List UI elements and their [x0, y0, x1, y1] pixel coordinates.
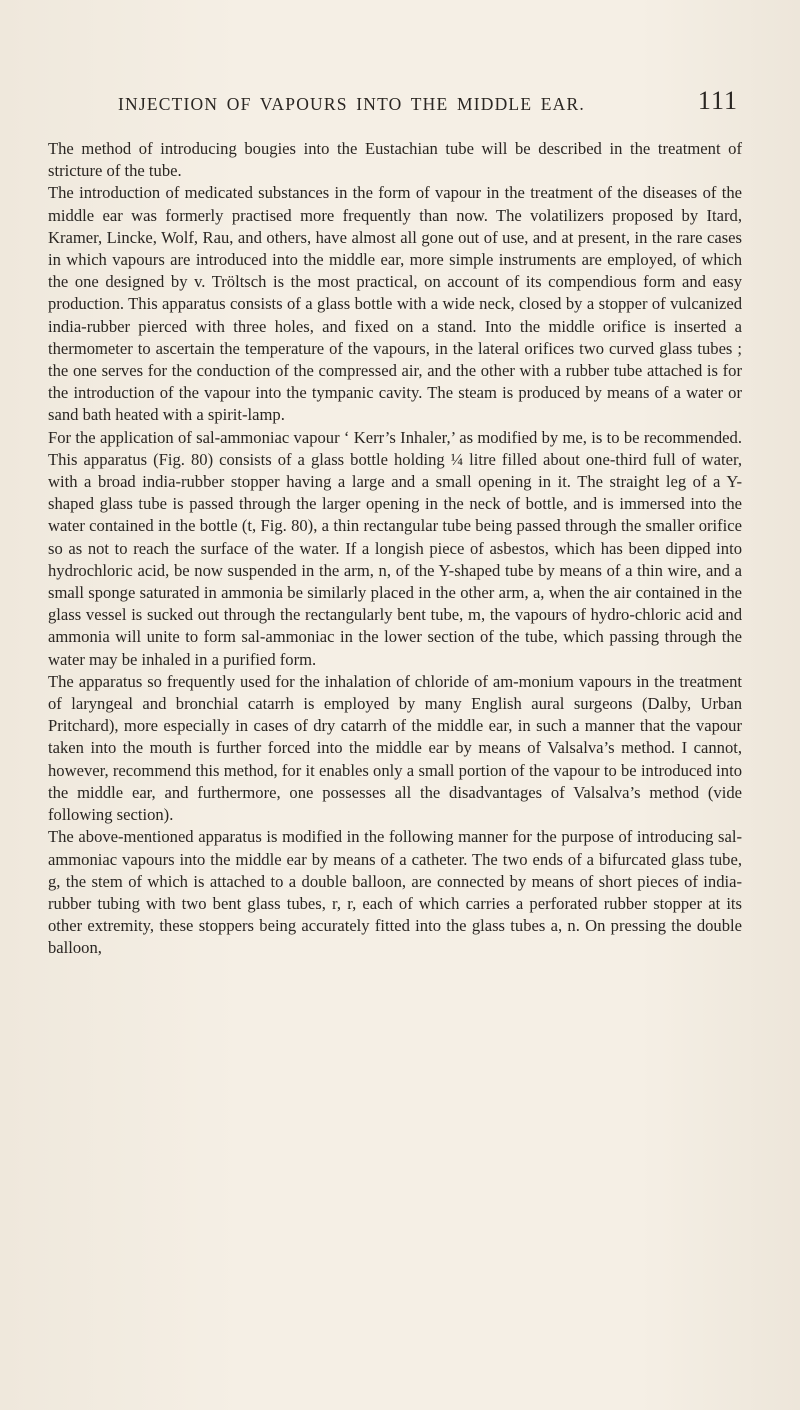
paragraph-volatilizers: The introduction of medicated substances in the form of vapour in the treatment of the diseases of the middle ear was formerly practised more frequently than now. The volatilizers proposed by Itard, Kramer, Lincke, Wolf, Rau, and others, have almost all gone out of use, and at present, in the rare cases in which vapours are introduced into the middle ear, more simple instruments are employed, of which the one designed by v. Tröltsch is the most practical, on account of its compendious form and easy production. This apparatus consists of a glass bottle with a wide neck, closed by a stopper of vulcanized india-rubber pierced with three holes, and fixed on a stand. Into the middle orifice is inserted a thermometer to ascertain the temperature of the vapours, in the lateral orifices two curved glass tubes ; the one serves for the conduction of the compressed air, and the other with a rubber tube attached is for the introduction of the vapour into the tympanic cavity. The steam is produced by means of a water or sand bath heated with a spirit-lamp. — [48, 183, 742, 425]
running-title: INJECTION OF VAPOURS INTO THE MIDDLE EAR. — [118, 94, 585, 114]
paragraph-kerrs-inhaler: For the application of sal-ammoniac vapour ‘ Kerr’s Inhaler,’ as modified by me, is to be recommended. This apparatus (Fig. 80) consists of a glass bottle holding ¼ litre filled about one-third full of water, with a broad india-rubber stopper having a large and a small opening in it. The straight leg of a Y-shaped glass tube is passed through the larger opening in the neck of bottle, and is immersed into the water contained in the bottle (t, Fig. 80), a thin rectangular tube being passed through the smaller orifice so as not to reach the surface of the water. If a longish piece of asbestos, which has been dipped into hydrochloric acid, be now suspended in the arm, n, of the Y-shaped tube by means of a thin wire, and a small sponge saturated in ammonia be similarly placed in the other arm, a, when the air contained in the glass vessel is sucked out through the rectangularly bent tube, m, the vapours of hydro-chloric acid and ammonia will unite to form sal-ammoniac in the lower section of the tube, which passing through the water may be inhaled in a purified form. — [48, 427, 742, 669]
body-text — [48, 138, 742, 960]
page-number: 111 — [697, 86, 738, 115]
paragraph-valsalva-method: The apparatus so frequently used for the inhalation of chloride of am-monium vapours in the treatment of laryngeal and bronchial catarrh is employed by many English aural surgeons (Dalby, Urban Pritchard), more especially in cases of dry catarrh of the middle ear, in such a manner that the vapour taken into the mouth is further forced into the middle ear by means of Valsalva’s method. I cannot, however, recommend this method, for it enables only a small portion of the vapour to be introduced into the middle ear, and furthermore, one possesses all the disadvantages of Valsalva’s method (vide following section). — [48, 671, 742, 825]
paragraph-bougies: The method of introducing bougies into the Eustachian tube will be described in the treatment of stricture of the tube. — [48, 139, 742, 181]
paragraph-catheter-modification: The above-mentioned apparatus is modified in the following manner for the purpose of introducing sal-ammoniac vapours into the middle ear by means of a catheter. The two ends of a bifurcated glass tube, g, the stem of which is attached to a double balloon, are connected by means of short pieces of india-rubber tubing with two bent glass tubes, r, r, each of which carries a perforated rubber stopper at its other extremity, these stoppers being accurately fitted into the glass tubes a, n. On pressing the double balloon, — [48, 827, 742, 958]
running-head — [118, 86, 738, 122]
